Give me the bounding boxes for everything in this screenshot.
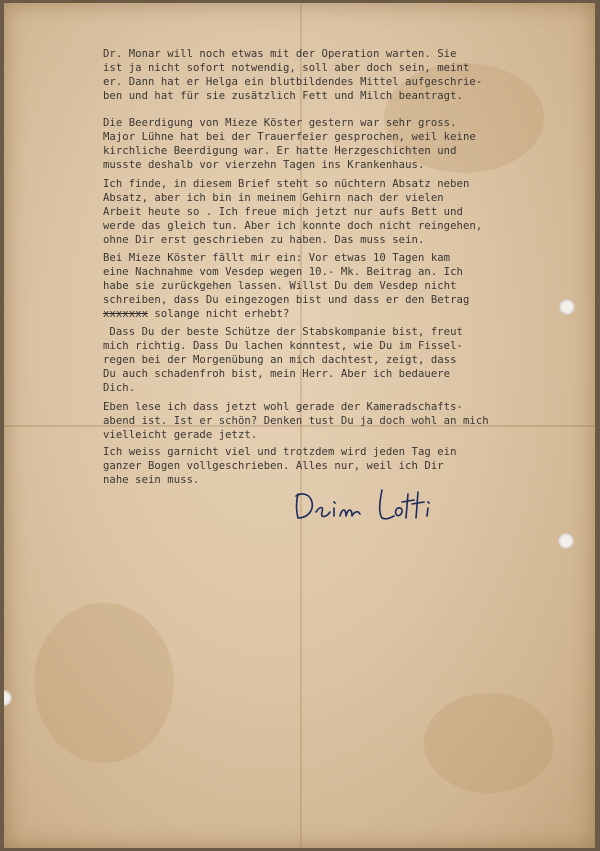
paragraph-closing: Ich weiss garnicht viel und trotzdem wird jeden Tag ein ganzer Bogen vollgeschrieben. Alles nur, weil ich Dir nahe sein muss. (103, 446, 457, 487)
paragraph-vesdep: Bei Mieze Köster fällt mir ein: Vor etwas 10 Tagen kam eine Nachnahme vom Vesdep wegen 10.- Mk. Beitrag an. Ich habe sie zurückgehen lassen. Willst Du dem Vesdep nicht schreiben, dass Du eingezogen bist und dass er den Betrag xxxxxxx solange nicht erhebt? (103, 252, 470, 321)
handwritten-signature (290, 486, 440, 526)
paragraph-comradeship-evening: Eben lese ich dass jetzt wohl gerade der Kameradschafts- abend ist. Ist er schön? Denken tust Du ja doch wohl an mich vielleicht gerade jetzt. (103, 401, 489, 442)
paper-stain (424, 693, 554, 793)
letter-page (4, 3, 595, 848)
paragraph-marksman: Dass Du der beste Schütze der Stabskompanie bist, freut mich richtig. Dass Du lachen konntest, wie Du im Fissel- regen bei der Morgenübung an mich dachtest, zeigt, dass Du auch schadenfroh bist, mein Herr. Aber ich bedauere Dich. (103, 326, 463, 395)
paragraph-letter-reflection: Ich finde, in diesem Brief steht so nüchtern Absatz neben Absatz, aber ich bin in meinem Gehirn nach der vielen Arbeit heute so . Ich freue mich jetzt nur aufs Bett und werde das gleich tun. Aber ich konnte doch nicht reingehen, ohne Dir erst geschrieben zu haben. Das muss sein. (103, 178, 483, 247)
paper-stain (34, 603, 174, 763)
punch-hole (4, 690, 12, 706)
paragraph-funeral: Die Beerdigung von Mieze Köster gestern war sehr gross. Major Lühne hat bei der Trauerfeier gesprochen, weil keine kirchliche Beerdigung war. Er hatte Herzgeschichten und musste deshalb vor vierzehn Tagen ins Krankenhaus. (103, 117, 476, 172)
struck-out-word: xxxxxxx (103, 308, 148, 321)
paragraph-operation: Dr. Monar will noch etwas mit der Operation warten. Sie ist ja nicht sofort notwendig, soll aber doch sein, meint er. Dann hat er Helga ein blutbildendes Mittel aufgeschrie- ben und hat für sie zusätzlich Fett und Milch beantragt. (103, 48, 483, 103)
punch-hole (558, 533, 574, 549)
